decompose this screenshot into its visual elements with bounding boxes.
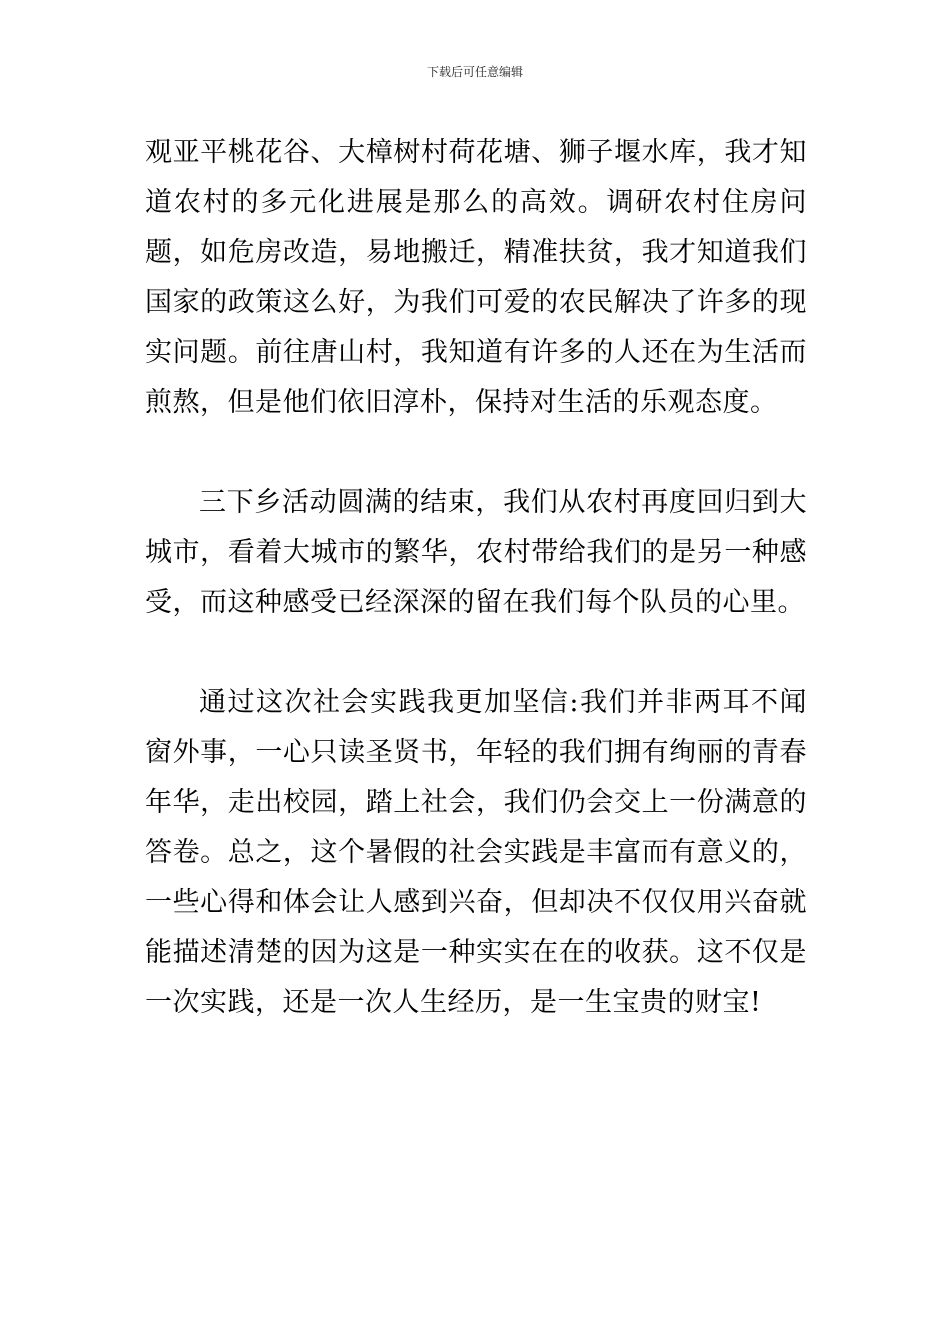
page-header: 下载后可任意编辑 <box>426 65 523 79</box>
paragraph-3: 通过这次社会实践我更加坚信:我们并非两耳不闻窗外事，一心只读圣贤书，年轻的我们拥有绚丽的青春年华，走出校园，踏上社会，我们仍会交上一份满意的答卷。总之，这个暑假的社会实践是丰富而有意义的，一些心得和体会让人感到兴奋，但却决不仅仅用兴奋就能描述清楚的因为这是一种实实在在的收获。这不仅是一次实践，还是一次人生经历，是一生宝贵的财宝! <box>145 687 807 1018</box>
document-body <box>145 128 807 1028</box>
paragraph-1: 观亚平桃花谷、大樟树村荷花塘、狮子堰水库，我才知道农村的多元化进展是那么的高效。调研农村住房问题，如危房改造，易地搬迁，精准扶贫，我才知道我们国家的政策这么好，为我们可爱的农民解决了许多的现实问题。前往唐山村，我知道有许多的人还在为生活而煎熬，但是他们依旧淳朴，保持对生活的乐观态度。 <box>145 137 807 418</box>
paragraph-2: 三下乡活动圆满的结束，我们从农村再度回归到大城市，看着大城市的繁华，农村带给我们的是另一种感受，而这种感受已经深深的留在我们每个队员的心里。 <box>145 487 807 618</box>
